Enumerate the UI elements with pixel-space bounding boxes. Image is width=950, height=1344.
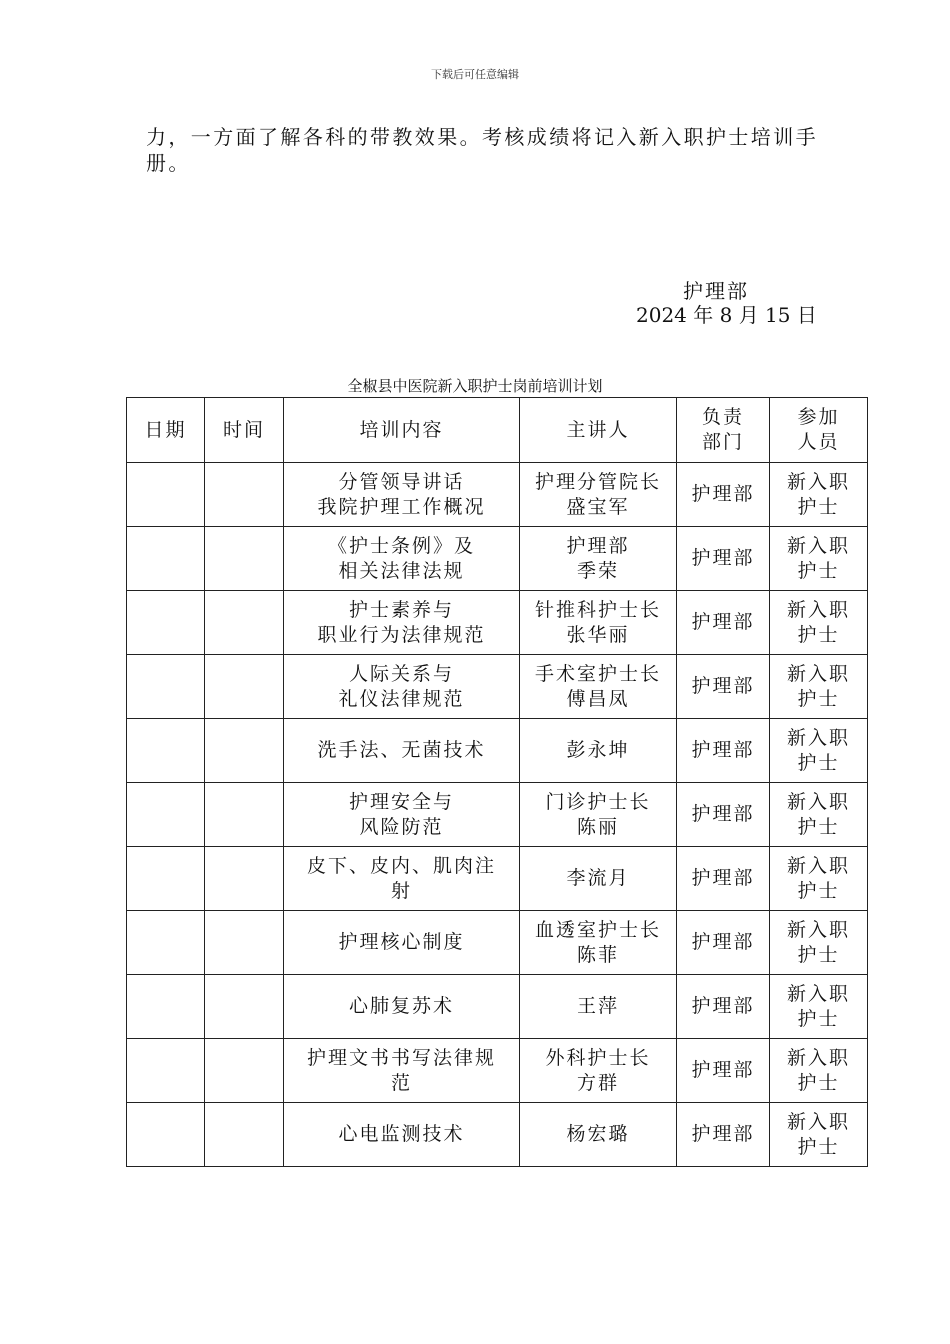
cell-time — [205, 783, 284, 847]
cell-content-text: 洗手法、无菌技术 — [317, 739, 486, 761]
cell-lecturer — [520, 975, 677, 1039]
table-row — [127, 1103, 868, 1167]
cell-department — [677, 975, 770, 1039]
cell-lecturer — [520, 847, 677, 911]
cell-department-text: 护理部 — [691, 867, 755, 889]
signature-date: 2024 年 8 月 15 日 — [636, 303, 817, 327]
header-lecturer — [520, 398, 677, 463]
cell-department — [677, 527, 770, 591]
cell-participants — [770, 975, 868, 1039]
cell-participants-text: 新入职 护士 — [786, 790, 850, 838]
cell-date — [127, 783, 205, 847]
cell-department-text: 护理部 — [691, 931, 755, 953]
table-row — [127, 975, 868, 1039]
cell-department — [677, 719, 770, 783]
cell-content — [284, 591, 520, 655]
cell-lecturer-text: 护理分管院长 盛宝军 — [534, 470, 661, 518]
cell-lecturer — [520, 783, 677, 847]
cell-time — [205, 1103, 284, 1167]
cell-department — [677, 463, 770, 527]
cell-content — [284, 655, 520, 719]
cell-lecturer-text: 护理部 季荣 — [566, 534, 630, 582]
cell-department-text: 护理部 — [691, 803, 755, 825]
header-note: 下载后可任意编辑 — [431, 68, 519, 81]
cell-participants — [770, 463, 868, 527]
header-date — [127, 398, 205, 463]
cell-department-text: 护理部 — [691, 1123, 755, 1145]
cell-time — [205, 655, 284, 719]
cell-date — [127, 975, 205, 1039]
cell-participants-text: 新入职 护士 — [786, 534, 850, 582]
cell-lecturer — [520, 1039, 677, 1103]
cell-participants — [770, 719, 868, 783]
cell-participants-text: 新入职 护士 — [786, 1046, 850, 1094]
cell-time — [205, 463, 284, 527]
cell-participants-text: 新入职 护士 — [786, 918, 850, 966]
cell-department — [677, 911, 770, 975]
cell-lecturer — [520, 719, 677, 783]
cell-content-text: 护理安全与 风险防范 — [348, 790, 454, 838]
header-time — [205, 398, 284, 463]
table-row — [127, 783, 868, 847]
header-department — [677, 398, 770, 463]
cell-content-text: 心肺复苏术 — [348, 995, 454, 1017]
cell-lecturer — [520, 591, 677, 655]
cell-department — [677, 783, 770, 847]
table-row — [127, 847, 868, 911]
cell-participants-text: 新入职 护士 — [786, 982, 850, 1030]
cell-content-text: 心电监测技术 — [338, 1123, 465, 1145]
cell-lecturer-text: 针推科护士长 张华丽 — [534, 598, 661, 646]
cell-content-text: 护士素养与 职业行为法律规范 — [317, 598, 486, 646]
cell-participants — [770, 1103, 868, 1167]
cell-date — [127, 1039, 205, 1103]
cell-department-text: 护理部 — [691, 547, 755, 569]
header-content-label: 培训内容 — [359, 418, 444, 441]
table-row — [127, 527, 868, 591]
cell-content — [284, 719, 520, 783]
cell-participants — [770, 911, 868, 975]
table-row — [127, 719, 868, 783]
cell-department — [677, 1103, 770, 1167]
cell-participants-text: 新入职 护士 — [786, 1110, 850, 1158]
header-participants — [770, 398, 868, 463]
table-body — [127, 463, 868, 1167]
cell-participants-text: 新入职 护士 — [786, 470, 850, 518]
cell-lecturer — [520, 911, 677, 975]
table-header-row — [127, 398, 868, 463]
cell-time — [205, 1039, 284, 1103]
header-content — [284, 398, 520, 463]
cell-content — [284, 911, 520, 975]
cell-lecturer-text: 门诊护士长 陈丽 — [545, 790, 651, 838]
cell-content — [284, 463, 520, 527]
cell-content-text: 皮下、皮内、肌肉注 射 — [306, 854, 496, 902]
cell-time — [205, 719, 284, 783]
cell-participants — [770, 1039, 868, 1103]
cell-participants-text: 新入职 护士 — [786, 662, 850, 710]
header-participants-label: 参加 人员 — [797, 406, 840, 453]
cell-content — [284, 975, 520, 1039]
cell-participants — [770, 591, 868, 655]
cell-department-text: 护理部 — [691, 483, 755, 505]
cell-department — [677, 847, 770, 911]
cell-time — [205, 975, 284, 1039]
table-row — [127, 1039, 868, 1103]
cell-lecturer-text: 血透室护士长 陈菲 — [534, 918, 661, 966]
cell-content-text: 护理文书书写法律规 范 — [306, 1046, 496, 1094]
cell-department-text: 护理部 — [691, 611, 755, 633]
table-title: 全椒县中医院新入职护士岗前培训计划 — [347, 377, 603, 395]
cell-date — [127, 655, 205, 719]
table-row — [127, 591, 868, 655]
signature-department: 护理部 — [683, 279, 749, 303]
header-lecturer-label: 主讲人 — [566, 418, 630, 441]
cell-date — [127, 911, 205, 975]
cell-content — [284, 1039, 520, 1103]
cell-time — [205, 527, 284, 591]
cell-date — [127, 591, 205, 655]
cell-date — [127, 527, 205, 591]
cell-department — [677, 655, 770, 719]
cell-lecturer-text: 王萍 — [576, 995, 619, 1017]
cell-lecturer-text: 彭永坤 — [566, 739, 630, 761]
training-plan-table — [126, 397, 868, 1167]
cell-content-text: 分管领导讲话 我院护理工作概况 — [317, 470, 486, 518]
cell-lecturer — [520, 1103, 677, 1167]
cell-department-text: 护理部 — [691, 675, 755, 697]
cell-participants-text: 新入职 护士 — [786, 726, 850, 774]
body-paragraph: 力，一方面了解各科的带教效果。考核成绩将记入新入职护士培训手册。 — [146, 125, 818, 175]
cell-participants-text: 新入职 护士 — [786, 854, 850, 902]
cell-lecturer-text: 手术室护士长 傅昌凤 — [534, 662, 661, 710]
cell-department-text: 护理部 — [691, 739, 755, 761]
table-row — [127, 655, 868, 719]
cell-lecturer — [520, 655, 677, 719]
cell-time — [205, 847, 284, 911]
cell-lecturer-text: 李流月 — [566, 867, 630, 889]
table-row — [127, 463, 868, 527]
cell-content — [284, 1103, 520, 1167]
cell-date — [127, 463, 205, 527]
cell-lecturer-text: 杨宏璐 — [566, 1123, 630, 1145]
header-date-label: 日期 — [144, 418, 187, 441]
cell-content — [284, 527, 520, 591]
cell-date — [127, 1103, 205, 1167]
cell-department — [677, 591, 770, 655]
cell-lecturer-text: 外科护士长 方群 — [545, 1046, 651, 1094]
cell-participants — [770, 527, 868, 591]
cell-department-text: 护理部 — [691, 1059, 755, 1081]
cell-content-text: 人际关系与 礼仪法律规范 — [338, 662, 465, 710]
cell-participants — [770, 783, 868, 847]
cell-content — [284, 847, 520, 911]
cell-department — [677, 1039, 770, 1103]
table-row — [127, 911, 868, 975]
cell-date — [127, 847, 205, 911]
header-time-label: 时间 — [222, 418, 265, 441]
cell-participants-text: 新入职 护士 — [786, 598, 850, 646]
cell-content-text: 《护士条例》及 相关法律法规 — [327, 534, 475, 582]
cell-date — [127, 719, 205, 783]
cell-lecturer — [520, 463, 677, 527]
cell-lecturer — [520, 527, 677, 591]
cell-content — [284, 783, 520, 847]
cell-participants — [770, 655, 868, 719]
cell-content-text: 护理核心制度 — [338, 931, 465, 953]
cell-participants — [770, 847, 868, 911]
cell-time — [205, 911, 284, 975]
cell-time — [205, 591, 284, 655]
cell-department-text: 护理部 — [691, 995, 755, 1017]
header-department-label: 负责 部门 — [701, 406, 744, 453]
